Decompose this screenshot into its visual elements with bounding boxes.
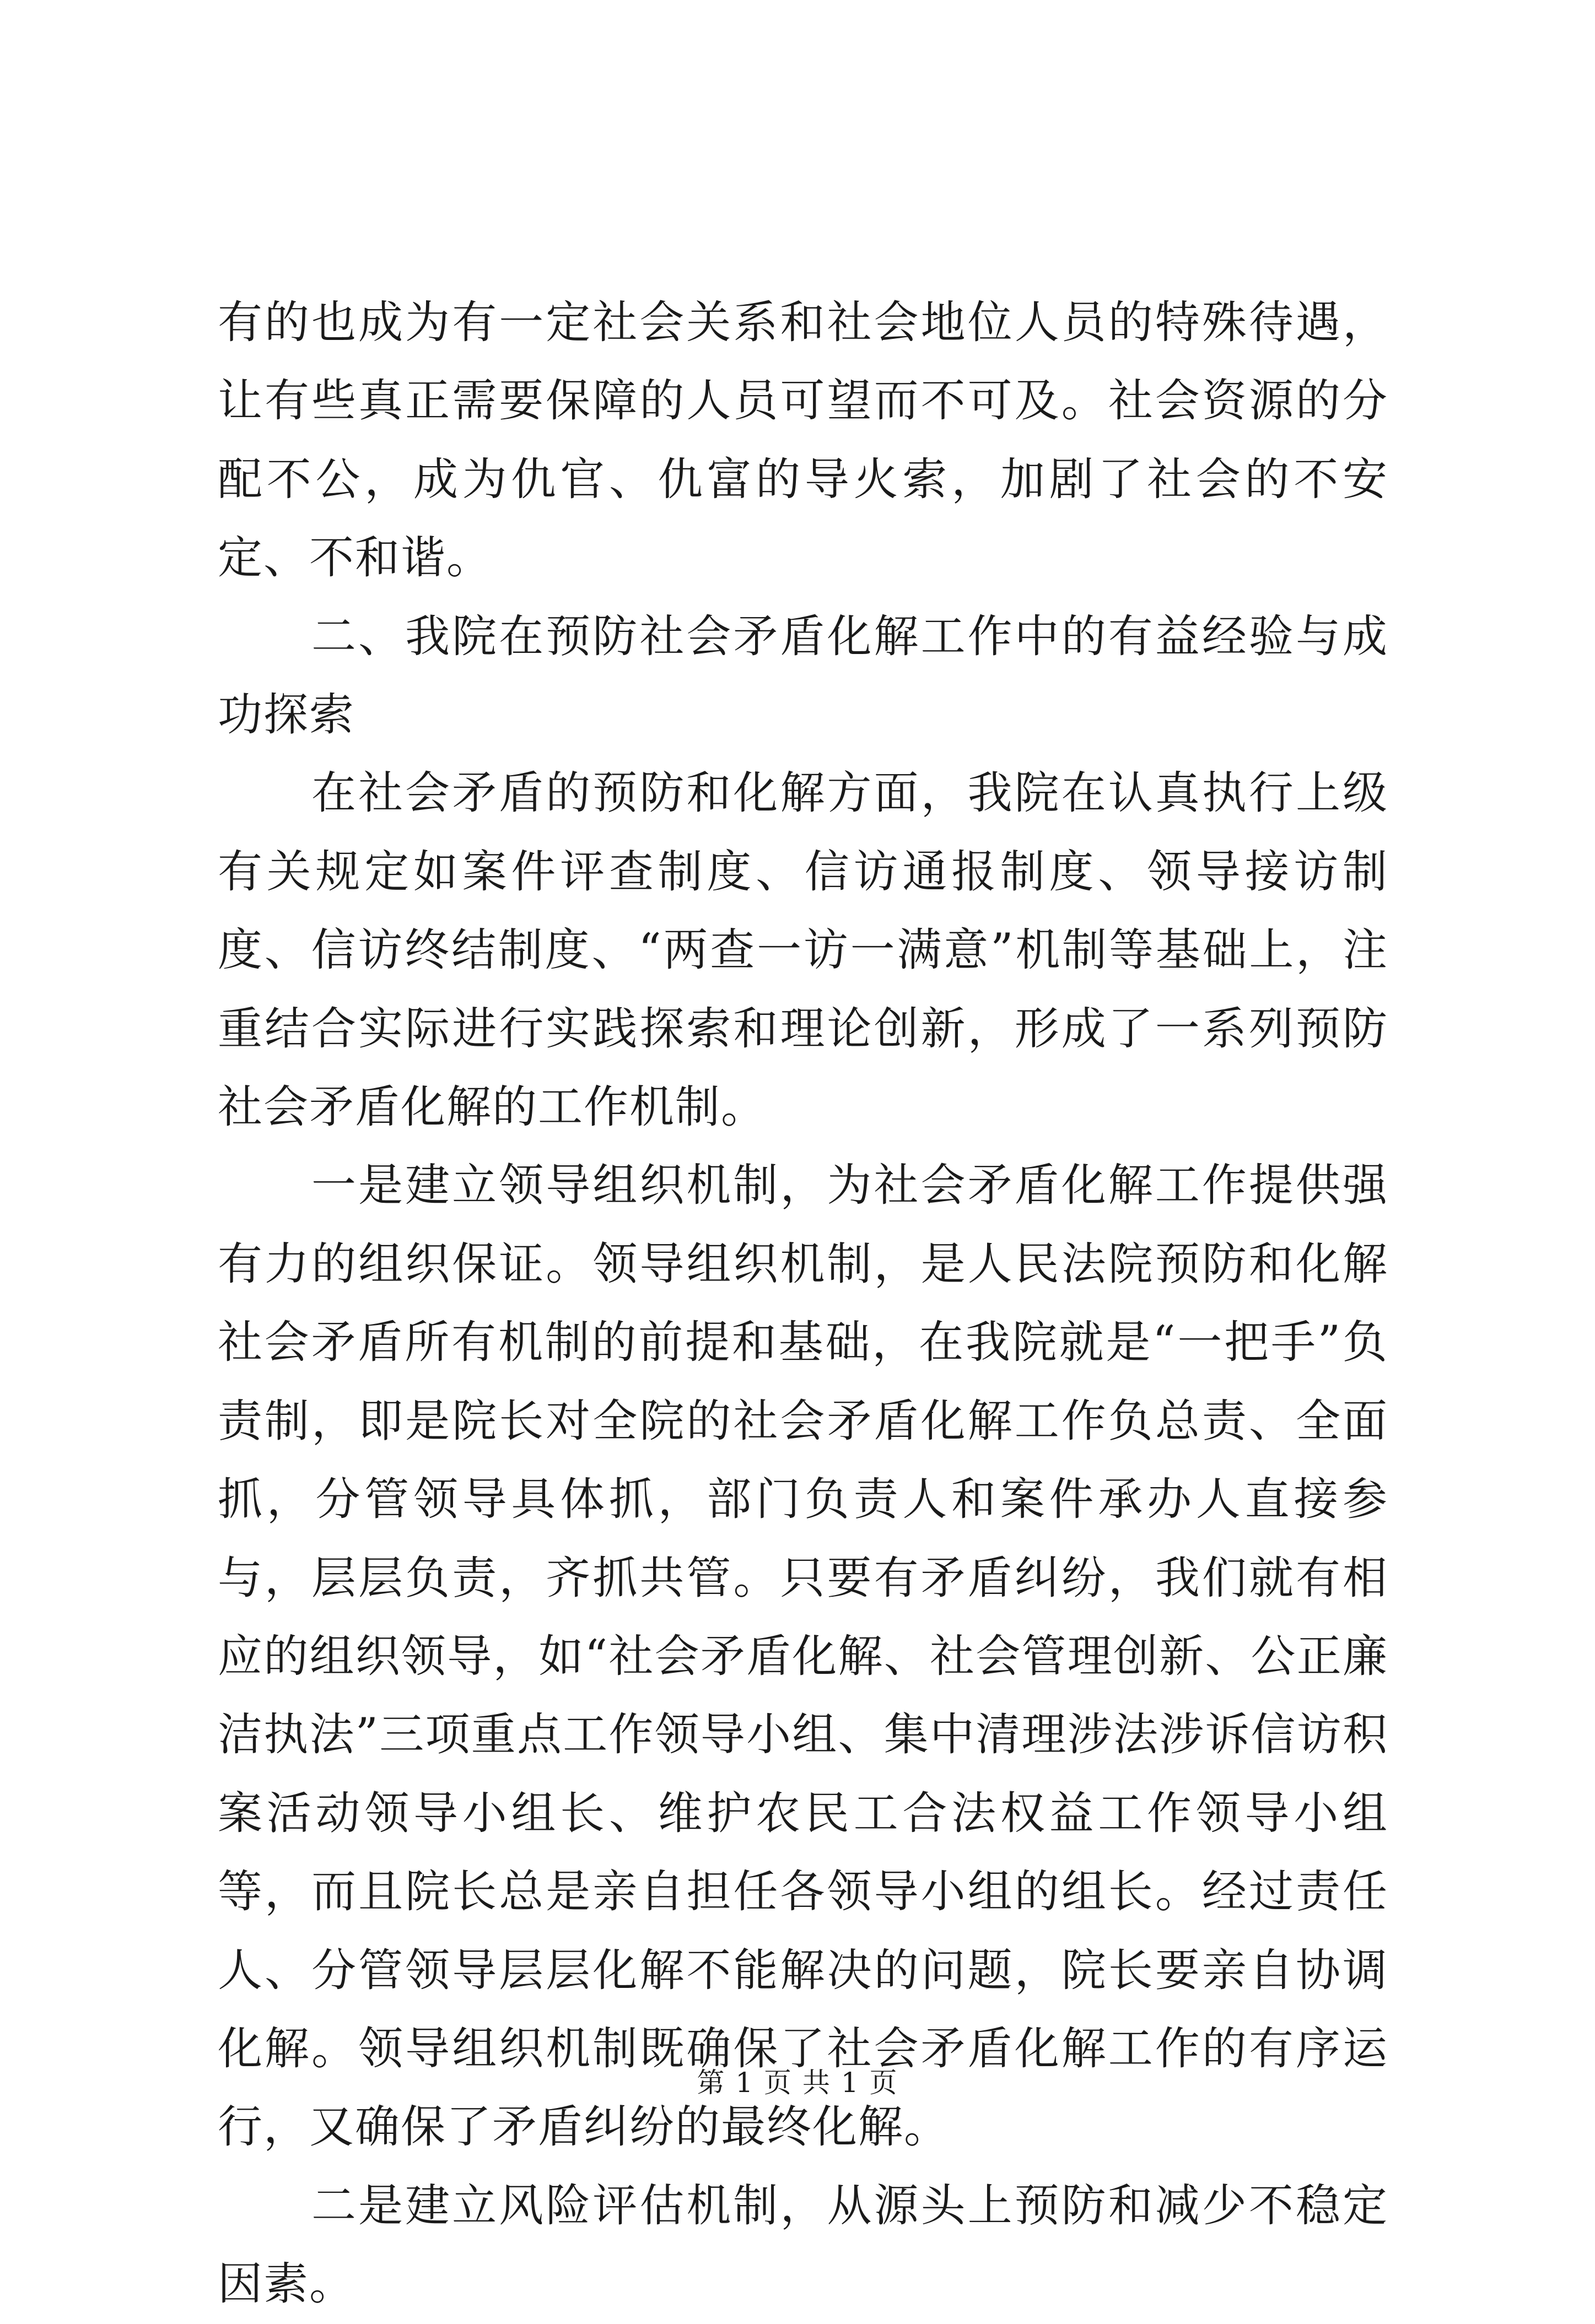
paragraph-leadership-mechanism: 一是建立领导组织机制，为社会矛盾化解工作提供强有力的组织保证。领导组织机制，是人民法院预防和化解社会矛盾所有机制的前提和基础，在我院就是“一把手”负责制，即是院长对全院的社会矛盾化解工作负总责、全面抓，分管领导具体抓，部门负责人和案件承办人直接参与，层层负责，齐抓共管。只要有矛盾纠纷，我们就有相应的组织领导，如“社会矛盾化解、社会管理创新、公正廉洁执法”三项重点工作领导小组、集中清理涉法涉诉信访积案活动领导小组长、维护农民工合法权益工作领导小组等，而且院长总是亲自担任各领导小组的组长。经过责任人、分管领导层层化解不能解决的问题，院长要亲自协调化解。领导组织机制既确保了社会矛盾化解工作的有序运行，又确保了矛盾纠纷的最终化解。 <box>218 1160 1388 2154</box>
paragraph-risk-assessment: 二是建立风险评估机制，从源头上预防和减少不稳定因素。 <box>218 2180 1388 2311</box>
section-heading: 二、我院在预防社会矛盾化解工作中的有益经验与成功探索 <box>218 610 1388 742</box>
paragraph-continuation: 有的也成为有一定社会关系和社会地位人员的特殊待遇，让有些真正需要保障的人员可望而不可及。社会资源的分配不公，成为仇官、仇富的导火索，加剧了社会的不安定、不和谐。 <box>218 297 1388 585</box>
paragraph-intro: 在社会矛盾的预防和化解方面，我院在认真执行上级有关规定如案件评查制度、信访通报制度、领导接访制度、信访终结制度、“两查一访一满意”机制等基础上，注重结合实际进行实践探索和理论创新，形成了一系列预防社会矛盾化解的工作机制。 <box>218 768 1388 1134</box>
document-body <box>218 284 1388 2324</box>
page-footer: 第 1 页 共 1 页 <box>697 2067 898 2099</box>
